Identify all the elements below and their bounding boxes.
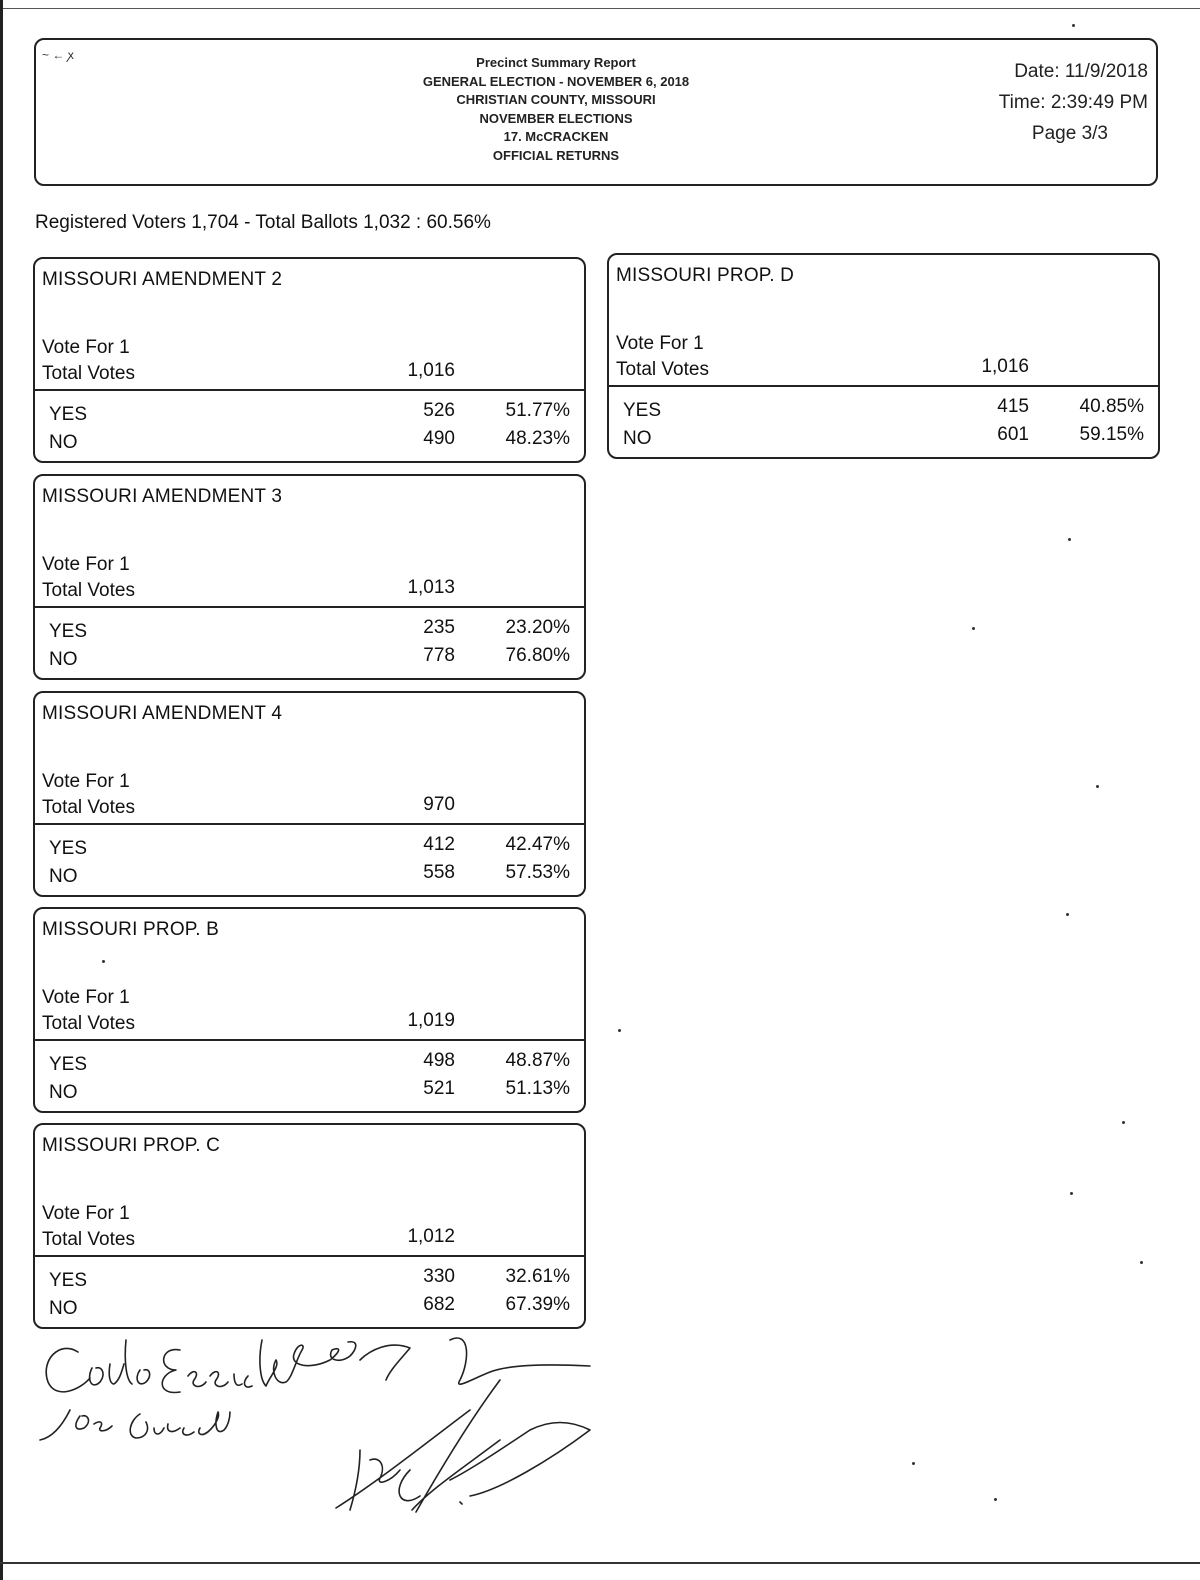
total-votes-label: Total Votes [42, 797, 135, 818]
choice-votes: 601 [997, 424, 1029, 445]
total-votes-label: Total Votes [616, 359, 709, 380]
choice-percent: 48.87% [505, 1050, 570, 1071]
page-number: Page 3/3 [1031, 123, 1108, 144]
election-name: GENERAL ELECTION - NOVEMBER 6, 2018 [422, 73, 690, 89]
total-votes-label: Total Votes [42, 363, 135, 384]
report-header [34, 38, 1158, 186]
report-time: Time: 2:39:49 PM [998, 92, 1148, 113]
election-type: NOVEMBER ELECTIONS [479, 110, 633, 126]
choice-percent: 57.53% [505, 862, 570, 883]
contest-title: MISSOURI AMENDMENT 4 [42, 703, 283, 724]
choice-row-yes [35, 1266, 584, 1292]
choice-name: NO [49, 1298, 78, 1319]
choice-votes: 526 [423, 400, 455, 421]
choice-percent: 51.77% [505, 400, 570, 421]
contest-amendment-4 [33, 691, 586, 897]
divider [609, 385, 1158, 387]
total-votes-value: 1,012 [407, 1226, 455, 1247]
total-votes-label: Total Votes [42, 580, 135, 601]
choice-name: NO [623, 428, 652, 449]
vote-for: Vote For 1 [42, 771, 130, 792]
choice-percent: 40.85% [1079, 396, 1144, 417]
signature-carla-essick [46, 1338, 590, 1392]
contest-title: MISSOURI PROP. C [42, 1135, 221, 1156]
scan-speck [1068, 538, 1071, 541]
choice-percent: 32.61% [505, 1266, 570, 1287]
total-votes-value: 1,013 [407, 577, 455, 598]
choice-percent: 67.39% [505, 1294, 570, 1315]
choice-percent: 76.80% [505, 645, 570, 666]
choice-name: NO [49, 1082, 78, 1103]
choice-percent: 42.47% [505, 834, 570, 855]
divider [35, 606, 584, 608]
choice-name: NO [49, 866, 78, 887]
total-votes-value: 970 [423, 794, 455, 815]
choice-row-no [609, 424, 1158, 450]
choice-percent: 51.13% [505, 1078, 570, 1099]
choice-row-no [35, 428, 584, 454]
choice-votes: 235 [423, 617, 455, 638]
divider [35, 823, 584, 825]
choice-votes: 682 [423, 1294, 455, 1315]
choice-votes: 330 [423, 1266, 455, 1287]
report-title-block [336, 54, 776, 165]
total-votes-label: Total Votes [42, 1013, 135, 1034]
contest-amendment-2 [33, 257, 586, 463]
choice-percent: 48.23% [505, 428, 570, 449]
vote-for: Vote For 1 [42, 987, 130, 1008]
choice-percent: 23.20% [505, 617, 570, 638]
choice-row-yes [35, 834, 584, 860]
contest-prop-d [607, 253, 1160, 459]
vote-for: Vote For 1 [616, 333, 704, 354]
choice-votes: 778 [423, 645, 455, 666]
choice-name: NO [49, 649, 78, 670]
choice-row-no [35, 645, 584, 671]
registered-voters-summary: Registered Voters 1,704 - Total Ballots 1,032 : 60.56% [35, 212, 491, 233]
choice-name: YES [49, 1054, 88, 1075]
contest-title: MISSOURI AMENDMENT 3 [42, 486, 283, 507]
choice-percent: 59.15% [1079, 424, 1144, 445]
scan-speck [102, 960, 105, 963]
contest-prop-c [33, 1123, 586, 1329]
contest-amendment-3 [33, 474, 586, 680]
scan-speck [994, 1498, 997, 1501]
divider [35, 1255, 584, 1257]
choice-row-no [35, 1078, 584, 1104]
scan-speck [912, 1462, 915, 1465]
vote-for: Vote For 1 [42, 554, 130, 575]
divider [35, 389, 584, 391]
choice-row-yes [35, 617, 584, 643]
scan-speck [1070, 1192, 1073, 1195]
choice-name: YES [49, 1270, 88, 1291]
scan-speck [972, 627, 975, 630]
total-votes-value: 1,019 [407, 1010, 455, 1031]
stray-marks: ~ ← ꭗ [42, 48, 75, 62]
total-votes-value: 1,016 [407, 360, 455, 381]
signature-third [336, 1380, 590, 1512]
vote-for: Vote For 1 [42, 1203, 130, 1224]
choice-row-no [35, 862, 584, 888]
choice-votes: 498 [423, 1050, 455, 1071]
total-votes-label: Total Votes [42, 1229, 135, 1250]
scan-speck [1072, 24, 1075, 27]
report-title: Precinct Summary Report [476, 55, 636, 70]
report-meta [999, 56, 1148, 149]
choice-name: YES [49, 621, 88, 642]
choice-votes: 521 [423, 1078, 455, 1099]
choice-row-yes [35, 400, 584, 426]
choice-votes: 490 [423, 428, 455, 449]
precinct-name: 17. McCRACKEN [503, 129, 609, 144]
scan-speck [1140, 1261, 1143, 1264]
choice-name: YES [49, 838, 88, 859]
choice-row-yes [35, 1050, 584, 1076]
choice-name: NO [49, 432, 78, 453]
choice-name: YES [49, 404, 88, 425]
county-name: CHRISTIAN COUNTY, MISSOURI [456, 92, 656, 107]
signature-ann-russell [40, 1410, 230, 1440]
returns-status: OFFICIAL RETURNS [492, 147, 620, 163]
signatures [30, 1320, 630, 1540]
scan-speck [1096, 785, 1099, 788]
page-edge-bottom [0, 1562, 1200, 1564]
scan-speck [1122, 1121, 1125, 1124]
divider [35, 1039, 584, 1041]
choice-votes: 558 [423, 862, 455, 883]
contest-title: MISSOURI AMENDMENT 2 [42, 269, 283, 290]
page-edge-top [0, 8, 1200, 9]
contest-prop-b [33, 907, 586, 1113]
page-edge-left [0, 0, 3, 1580]
choice-votes: 415 [997, 396, 1029, 417]
report-date: Date: 11/9/2018 [1014, 61, 1148, 82]
choice-name: YES [623, 400, 662, 421]
vote-for: Vote For 1 [42, 337, 130, 358]
scan-speck [1066, 913, 1069, 916]
scan-speck [618, 1029, 621, 1032]
choice-row-yes [609, 396, 1158, 422]
contest-title: MISSOURI PROP. B [42, 919, 220, 940]
contest-title: MISSOURI PROP. D [616, 265, 795, 286]
choice-votes: 412 [423, 834, 455, 855]
choice-row-no [35, 1294, 584, 1320]
total-votes-value: 1,016 [981, 356, 1029, 377]
